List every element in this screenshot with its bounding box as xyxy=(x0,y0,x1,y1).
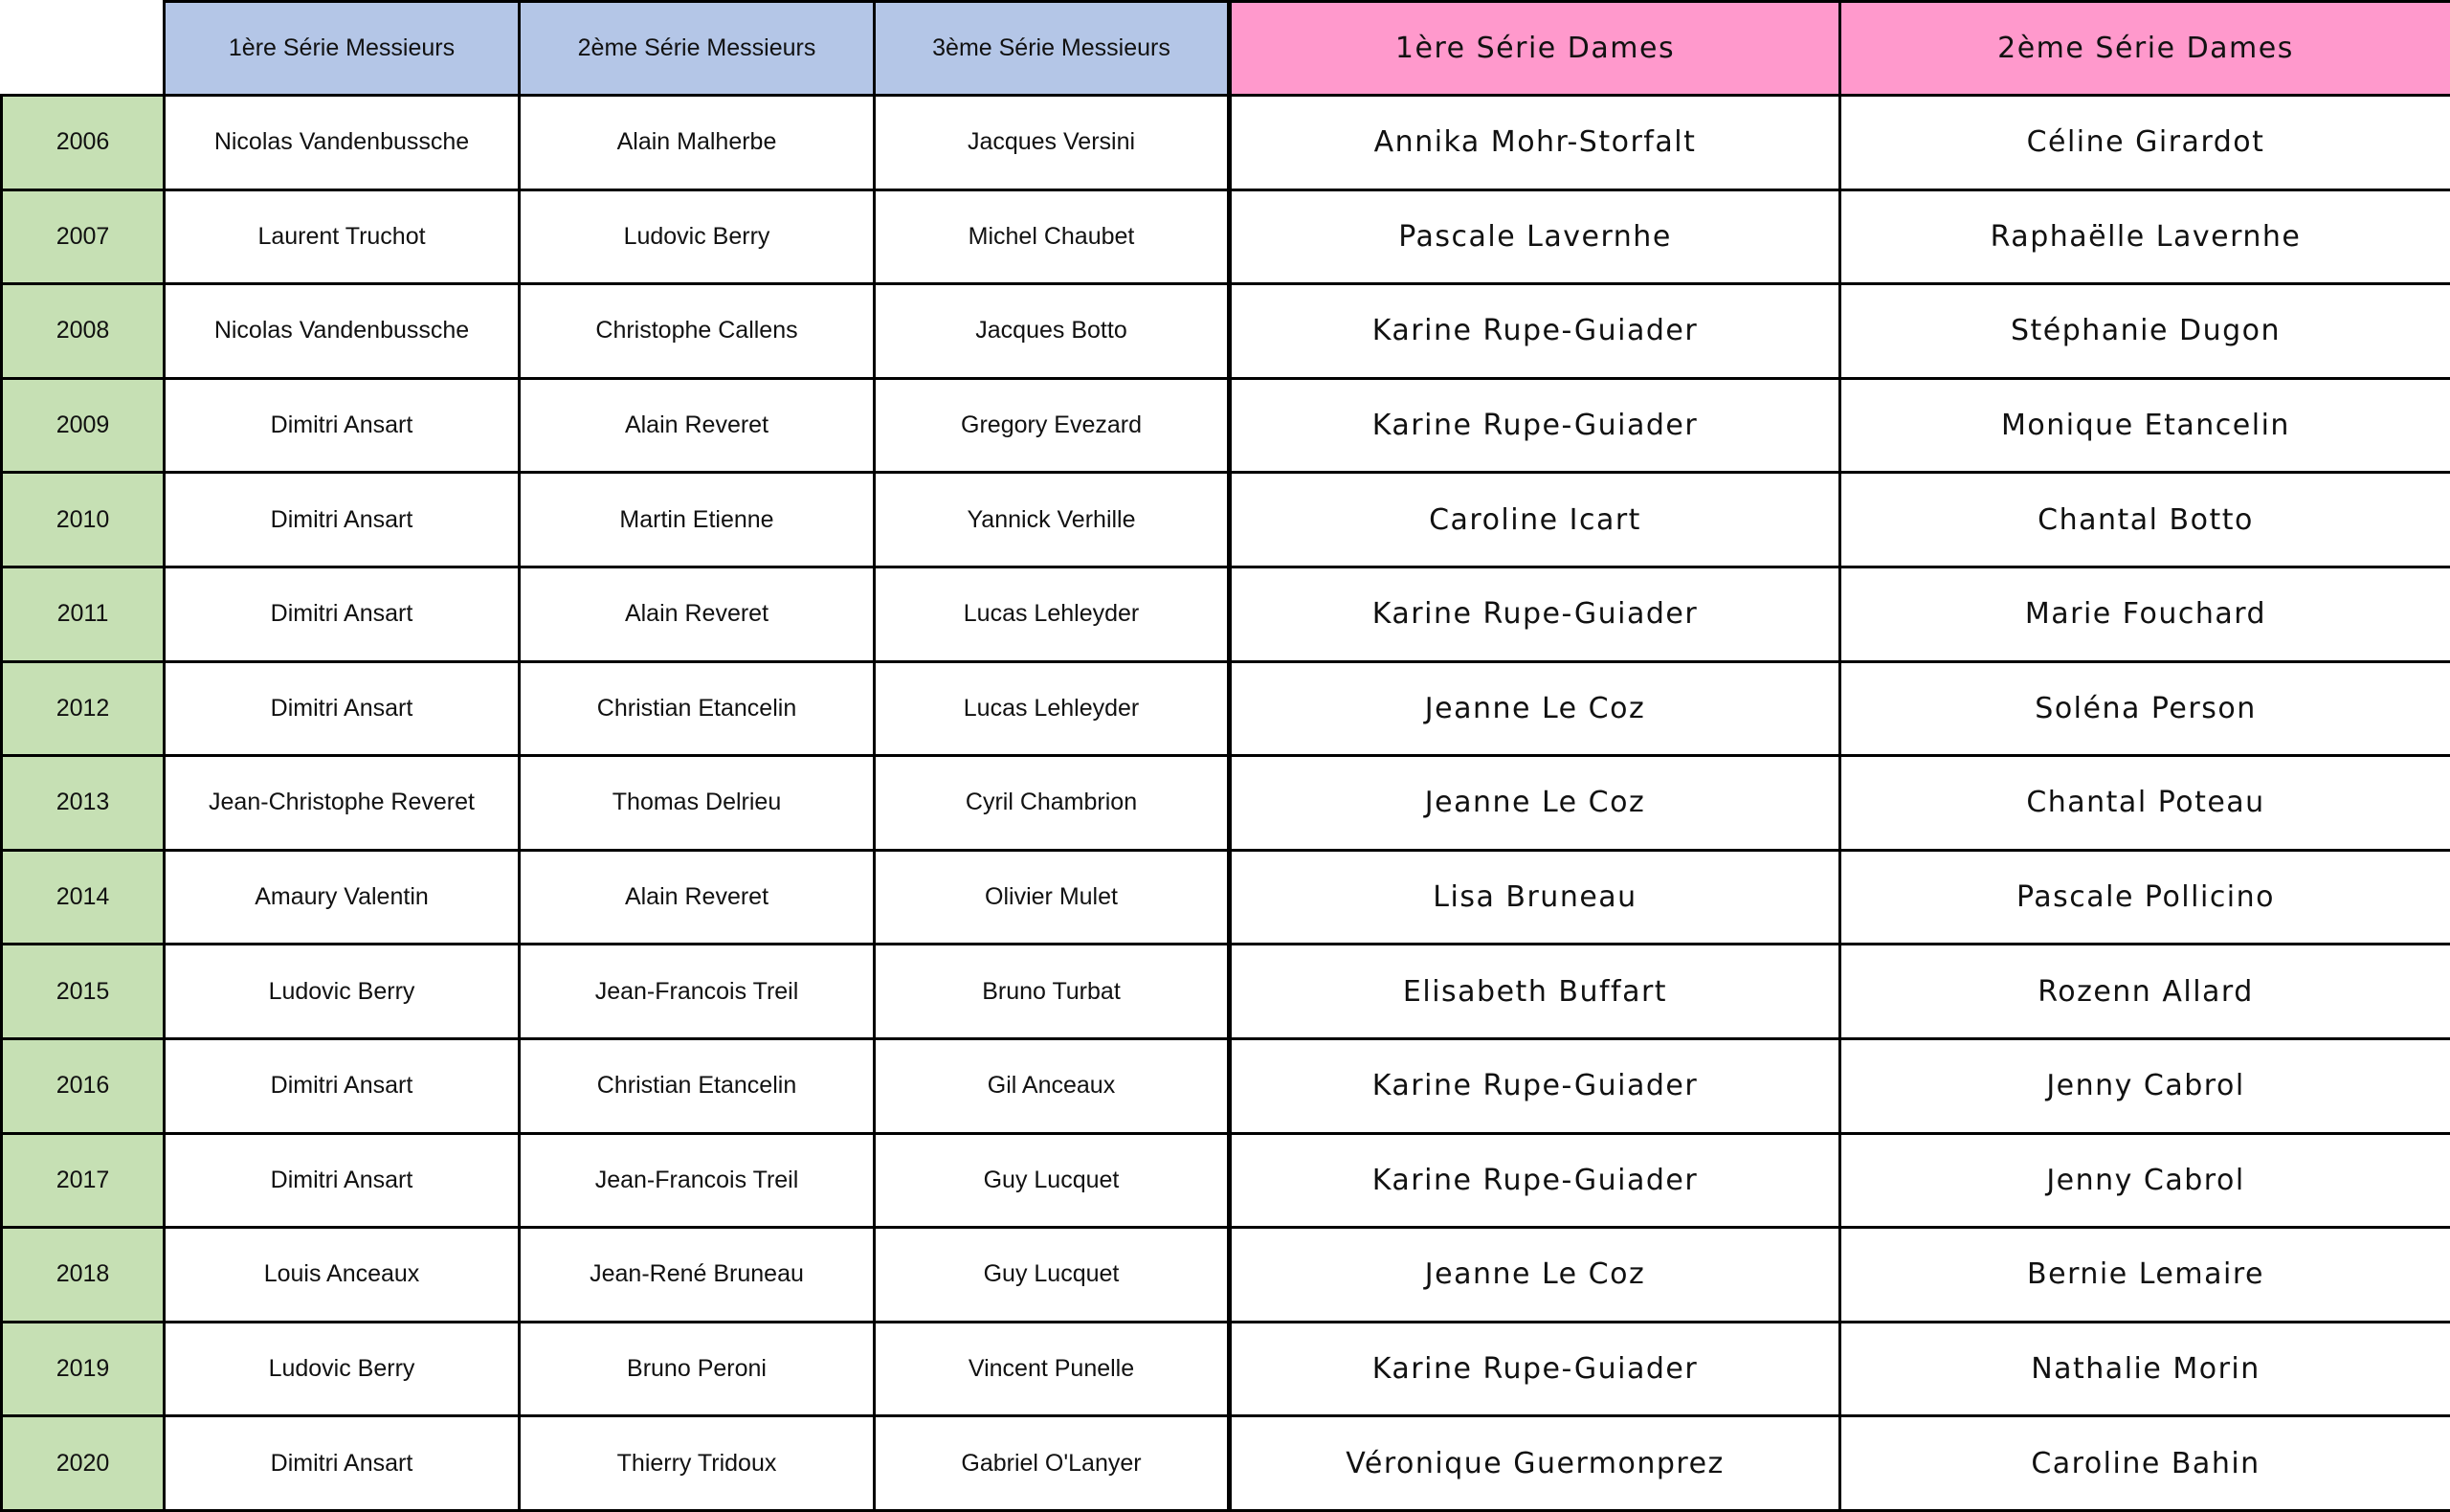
cell-men-series-2: Bruno Peroni xyxy=(520,1322,875,1416)
cell-men-series-1: Dimitri Ansart xyxy=(165,378,520,473)
table-row xyxy=(2,1133,2450,1228)
cell-men-series-3: Bruno Turbat xyxy=(875,945,1230,1039)
year-cell: 2008 xyxy=(2,284,165,379)
cell-women-series-2: Marie Fouchard xyxy=(1840,567,2450,661)
cell-women-series-2: Stéphanie Dugon xyxy=(1840,284,2450,379)
table-row xyxy=(2,473,2450,567)
cell-men-series-2: Christian Etancelin xyxy=(520,1038,875,1133)
header-women-series-1: 1ère Série Dames xyxy=(1230,2,1840,96)
cell-men-series-2: Alain Malherbe xyxy=(520,96,875,190)
cell-women-series-2: Chantal Botto xyxy=(1840,473,2450,567)
cell-men-series-2: Jean-Francois Treil xyxy=(520,1133,875,1228)
cell-men-series-3: Lucas Lehleyder xyxy=(875,567,1230,661)
table-row xyxy=(2,661,2450,756)
table-body xyxy=(2,96,2450,1511)
cell-men-series-3: Olivier Mulet xyxy=(875,850,1230,945)
cell-men-series-2: Martin Etienne xyxy=(520,473,875,567)
year-cell: 2007 xyxy=(2,189,165,284)
cell-women-series-1: Lisa Bruneau xyxy=(1230,850,1840,945)
cell-men-series-2: Alain Reveret xyxy=(520,378,875,473)
table-row xyxy=(2,945,2450,1039)
cell-women-series-2: Monique Etancelin xyxy=(1840,378,2450,473)
cell-women-series-1: Véronique Guermonprez xyxy=(1230,1416,1840,1511)
cell-men-series-1: Dimitri Ansart xyxy=(165,1038,520,1133)
table-row xyxy=(2,567,2450,661)
cell-women-series-1: Karine Rupe-Guiader xyxy=(1230,378,1840,473)
cell-women-series-1: Annika Mohr-Storfalt xyxy=(1230,96,1840,190)
year-cell: 2010 xyxy=(2,473,165,567)
cell-women-series-2: Pascale Pollicino xyxy=(1840,850,2450,945)
year-cell: 2011 xyxy=(2,567,165,661)
cell-men-series-3: Guy Lucquet xyxy=(875,1133,1230,1228)
year-cell: 2014 xyxy=(2,850,165,945)
header-men-series-1: 1ère Série Messieurs xyxy=(165,2,520,96)
corner-cell xyxy=(2,2,165,96)
cell-women-series-2: Chantal Poteau xyxy=(1840,756,2450,851)
cell-men-series-3: Cyril Chambrion xyxy=(875,756,1230,851)
cell-men-series-1: Dimitri Ansart xyxy=(165,661,520,756)
cell-women-series-2: Raphaëlle Lavernhe xyxy=(1840,189,2450,284)
cell-women-series-2: Jenny Cabrol xyxy=(1840,1038,2450,1133)
cell-men-series-3: Gil Anceaux xyxy=(875,1038,1230,1133)
table-row xyxy=(2,756,2450,851)
header-women-series-2: 2ème Série Dames xyxy=(1840,2,2450,96)
cell-men-series-2: Jean-René Bruneau xyxy=(520,1228,875,1323)
table-row xyxy=(2,1038,2450,1133)
cell-women-series-1: Pascale Lavernhe xyxy=(1230,189,1840,284)
cell-men-series-3: Gregory Evezard xyxy=(875,378,1230,473)
year-cell: 2016 xyxy=(2,1038,165,1133)
cell-women-series-1: Karine Rupe-Guiader xyxy=(1230,1038,1840,1133)
header-men-series-2: 2ème Série Messieurs xyxy=(520,2,875,96)
cell-women-series-1: Karine Rupe-Guiader xyxy=(1230,1322,1840,1416)
cell-women-series-2: Rozenn Allard xyxy=(1840,945,2450,1039)
table-row xyxy=(2,284,2450,379)
table-row xyxy=(2,189,2450,284)
year-cell: 2015 xyxy=(2,945,165,1039)
header-row xyxy=(2,2,2450,96)
cell-men-series-2: Thierry Tridoux xyxy=(520,1416,875,1511)
table-row xyxy=(2,378,2450,473)
header-men-series-3: 3ème Série Messieurs xyxy=(875,2,1230,96)
cell-women-series-1: Caroline Icart xyxy=(1230,473,1840,567)
year-cell: 2020 xyxy=(2,1416,165,1511)
cell-men-series-1: Louis Anceaux xyxy=(165,1228,520,1323)
cell-women-series-1: Jeanne Le Coz xyxy=(1230,661,1840,756)
cell-men-series-2: Alain Reveret xyxy=(520,567,875,661)
cell-men-series-1: Jean-Christophe Reveret xyxy=(165,756,520,851)
cell-men-series-3: Lucas Lehleyder xyxy=(875,661,1230,756)
cell-men-series-3: Guy Lucquet xyxy=(875,1228,1230,1323)
cell-men-series-1: Dimitri Ansart xyxy=(165,1133,520,1228)
cell-men-series-2: Jean-Francois Treil xyxy=(520,945,875,1039)
table-row xyxy=(2,1228,2450,1323)
cell-women-series-2: Céline Girardot xyxy=(1840,96,2450,190)
cell-men-series-2: Ludovic Berry xyxy=(520,189,875,284)
year-cell: 2012 xyxy=(2,661,165,756)
cell-women-series-1: Karine Rupe-Guiader xyxy=(1230,1133,1840,1228)
cell-women-series-1: Karine Rupe-Guiader xyxy=(1230,284,1840,379)
cell-men-series-2: Christophe Callens xyxy=(520,284,875,379)
cell-men-series-1: Dimitri Ansart xyxy=(165,1416,520,1511)
cell-men-series-1: Nicolas Vandenbussche xyxy=(165,284,520,379)
year-cell: 2009 xyxy=(2,378,165,473)
year-cell: 2019 xyxy=(2,1322,165,1416)
cell-men-series-3: Jacques Botto xyxy=(875,284,1230,379)
cell-women-series-1: Karine Rupe-Guiader xyxy=(1230,567,1840,661)
cell-men-series-1: Nicolas Vandenbussche xyxy=(165,96,520,190)
cell-men-series-3: Michel Chaubet xyxy=(875,189,1230,284)
cell-men-series-1: Ludovic Berry xyxy=(165,1322,520,1416)
table-row xyxy=(2,850,2450,945)
cell-women-series-2: Nathalie Morin xyxy=(1840,1322,2450,1416)
cell-women-series-2: Bernie Lemaire xyxy=(1840,1228,2450,1323)
cell-men-series-1: Amaury Valentin xyxy=(165,850,520,945)
year-cell: 2017 xyxy=(2,1133,165,1228)
year-cell: 2006 xyxy=(2,96,165,190)
cell-men-series-3: Gabriel O'Lanyer xyxy=(875,1416,1230,1511)
year-cell: 2018 xyxy=(2,1228,165,1323)
cell-men-series-2: Alain Reveret xyxy=(520,850,875,945)
cell-men-series-3: Vincent Punelle xyxy=(875,1322,1230,1416)
cell-women-series-2: Caroline Bahin xyxy=(1840,1416,2450,1511)
table-row xyxy=(2,1322,2450,1416)
cell-men-series-3: Yannick Verhille xyxy=(875,473,1230,567)
cell-women-series-1: Elisabeth Buffart xyxy=(1230,945,1840,1039)
cell-women-series-2: Jenny Cabrol xyxy=(1840,1133,2450,1228)
cell-men-series-2: Thomas Delrieu xyxy=(520,756,875,851)
cell-men-series-1: Dimitri Ansart xyxy=(165,473,520,567)
cell-men-series-1: Laurent Truchot xyxy=(165,189,520,284)
cell-men-series-2: Christian Etancelin xyxy=(520,661,875,756)
table-row xyxy=(2,1416,2450,1511)
cell-men-series-3: Jacques Versini xyxy=(875,96,1230,190)
table-row xyxy=(2,96,2450,190)
cell-men-series-1: Dimitri Ansart xyxy=(165,567,520,661)
cell-men-series-1: Ludovic Berry xyxy=(165,945,520,1039)
year-cell: 2013 xyxy=(2,756,165,851)
cell-women-series-2: Soléna Person xyxy=(1840,661,2450,756)
cell-women-series-1: Jeanne Le Coz xyxy=(1230,1228,1840,1323)
cell-women-series-1: Jeanne Le Coz xyxy=(1230,756,1840,851)
